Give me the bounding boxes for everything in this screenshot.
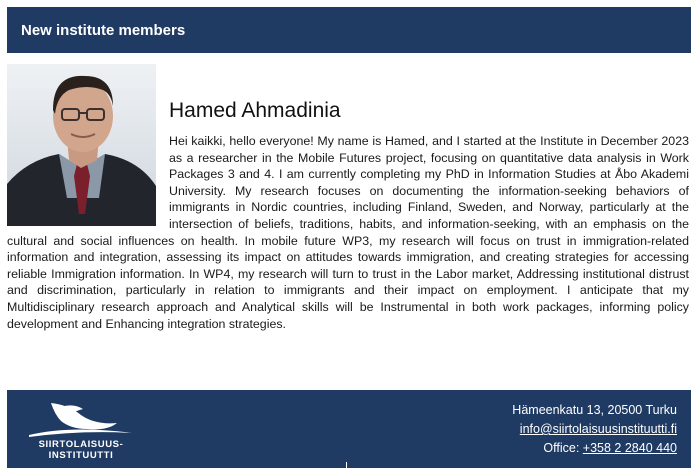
- office-line: [512, 439, 677, 458]
- logo-text-line2: INSTITUUTTI: [48, 450, 114, 461]
- page-title: New institute members: [21, 21, 186, 39]
- institute-logo[interactable]: [21, 399, 141, 461]
- email-link[interactable]: info@siirtolaisuusinstituutti.fi: [519, 422, 677, 436]
- bird-logo-icon: [21, 399, 141, 437]
- office-label: Office:: [543, 441, 580, 455]
- bio-text: Hei kaikki, hello everyone! My name is Hamed, and I started at the Institute in December 2023 as a researcher in the Mobile Futures project, focusing on quantitative data analysis in Work Packages 3 and 4. I am currently completing my PhD in Information Studies at Åbo Akademi University. My research focuses on documenting the information-seeking behaviors of immigrants in Nordic countries, including Finland, Sweden, and Norway, particularly at the intersection of beliefs, traditions, habits, and information-seeking, with an emphasis on the cultural and social influences on health. In mobile future WP3, my research will focus on trust in immigration-related information and integration, assessing its impact on attitudes towards immigration, and creating strategies for accessing reliable Immigration information. In WP4, my research will turn to trust in the Labor market, Addressing institutional distrust and discrimination, particularly in relation to immigrants and their impact on employment. I anticipate that my Multidisciplinary research approach and Analytical skills will be Instrumental in both work packages, informing policy development and Enhancing integration strategies.: [7, 134, 689, 331]
- logo-text-line1: SIIRTOLAISUUS-: [38, 439, 124, 450]
- person-portrait-icon: [7, 64, 156, 226]
- header-bar: [7, 7, 691, 53]
- address-text: Hämeenkatu 13, 20500 Turku: [512, 403, 677, 417]
- footer-divider-tick: [346, 462, 347, 468]
- footer-bar: [7, 390, 691, 468]
- phone-link[interactable]: +358 2 2840 440: [582, 441, 677, 455]
- profile-section: [7, 64, 689, 332]
- contact-info: [512, 401, 677, 458]
- person-name: Hamed Ahmadinia: [169, 99, 341, 122]
